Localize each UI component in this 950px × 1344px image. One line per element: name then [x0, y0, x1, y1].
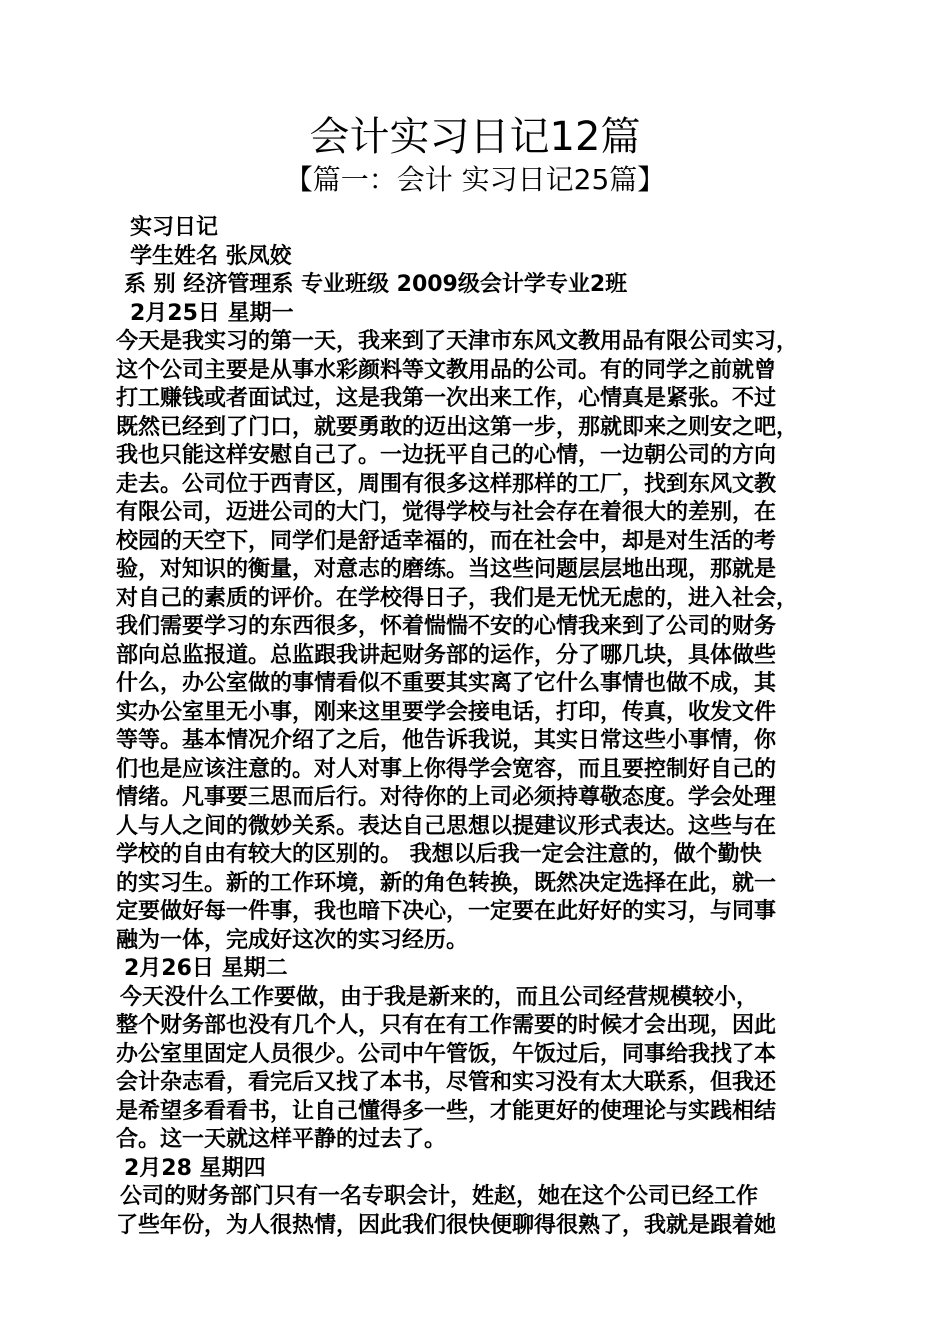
paragraph-line: 部向总监报道。总监跟我讲起财务部的运作，分了哪几块，具体做些	[116, 642, 777, 668]
paragraph-line: 了些年份，为人很热情，因此我们很快便聊得很熟了，我就是跟着她	[116, 1212, 777, 1238]
paragraph-line: 走去。公司位于西青区，周围有很多这样那样的工厂，找到东风文教	[116, 471, 777, 497]
paragraph-line: 实办公室里无小事，刚来这里要学会接电话，打印，传真，收发文件	[116, 699, 777, 725]
paragraph-line: 既然已经到了门口，就要勇敢的迈出这第一步，那就即来之则安之吧，	[116, 414, 799, 440]
paragraph-line: 整个财务部也没有几个人，只有在有工作需要的时候才会出现，因此	[116, 1013, 777, 1038]
paragraph-line: 校园的天空下，同学们是舒适幸福的，而在社会中，却是对生活的考	[116, 528, 777, 554]
paragraph-line: 情绪。凡事要三思而后行。对待你的上司必须持尊敬态度。学会处理	[116, 785, 777, 810]
entry-feb26	[116, 984, 846, 1155]
student-name-line: 学生姓名 张凤姣	[130, 243, 292, 269]
diary-heading: 实习日记	[130, 215, 219, 240]
entry-feb25	[116, 328, 846, 955]
paragraph-line: 们也是应该注意的。对人对事上你得学会宽容，而且要控制好自己的	[116, 756, 777, 782]
document-subtitle: 【篇一：会计 实习日记25篇】	[284, 163, 666, 196]
document-title: 会计实习日记12篇	[309, 114, 641, 160]
paragraph-line: 什么，办公室做的事情看似不重要其实离了它什么事情也做不成，其	[116, 671, 777, 696]
entry-feb28	[116, 1183, 846, 1240]
paragraph-line: 打工赚钱或者面试过，这是我第一次出来工作，心情真是紧张。不过	[116, 386, 777, 411]
paragraph-line: 是希望多看看书，让自己懂得多一些，才能更好的使理论与实践相结	[116, 1098, 777, 1124]
paragraph-line: 合。这一天就这样平静的过去了。	[116, 1127, 447, 1152]
paragraph-line: 人与人之间的微妙关系。表达自己思想以提建议形式表达。这些与在	[116, 813, 777, 839]
paragraph-line: 验，对知识的衡量，对意志的磨练。当这些问题层层地出现，那就是	[116, 557, 777, 582]
paragraph-line: 公司的财务部门只有一名专职会计，姓赵，她在这个公司已经工作	[120, 1184, 759, 1209]
date-feb25: 2月25日 星期一	[130, 300, 294, 326]
paragraph-line: 对自己的素质的评价。在学校得日子，我们是无忧无虑的，进入社会，	[116, 585, 799, 611]
paragraph-line: 会计杂志看，看完后又找了本书，尽管和实习没有太大联系，但我还	[116, 1070, 777, 1095]
paragraph-line: 今天没什么工作要做，由于我是新来的，而且公司经营规模较小，	[120, 984, 759, 1010]
paragraph-line: 有限公司，迈进公司的大门，觉得学校与社会存在着很大的差别，在	[116, 500, 777, 525]
paragraph-line: 办公室里固定人员很少。公司中午管饭，午饭过后，同事给我找了本	[116, 1041, 777, 1067]
paragraph-line: 学校的自由有较大的区别的。 我想以后我一定会注意的，做个勤快	[116, 842, 762, 867]
paragraph-line: 我们需要学习的东西很多，怀着惴惴不安的心情我来到了公司的财务	[116, 614, 777, 639]
paragraph-line: 融为一体，完成好这次的实习经历。	[116, 927, 469, 953]
paragraph-line: 定要做好每一件事，我也暗下决心，一定要在此好好的实习，与同事	[116, 899, 777, 924]
document-body	[116, 214, 846, 1240]
paragraph-line: 今天是我实习的第一天，我来到了天津市东风文教用品有限公司实习，	[116, 329, 799, 354]
paragraph-line: 这个公司主要是从事水彩颜料等文教用品的公司。有的同学之前就曾	[116, 357, 777, 383]
department-class-line: 系 别 经济管理系 专业班级 2009级会计学专业2班	[124, 272, 628, 297]
date-feb28: 2月28 星期四	[124, 1155, 266, 1181]
paragraph-line: 的实习生。新的工作环境，新的角色转换，既然决定选择在此，就一	[116, 870, 777, 896]
paragraph-line: 我也只能这样安慰自己了。一边抚平自己的心情，一边朝公司的方向	[116, 443, 777, 468]
date-feb26: 2月26日 星期二	[124, 956, 288, 981]
paragraph-line: 等等。基本情况介绍了之后，他告诉我说，其实日常这些小事情，你	[116, 728, 777, 753]
